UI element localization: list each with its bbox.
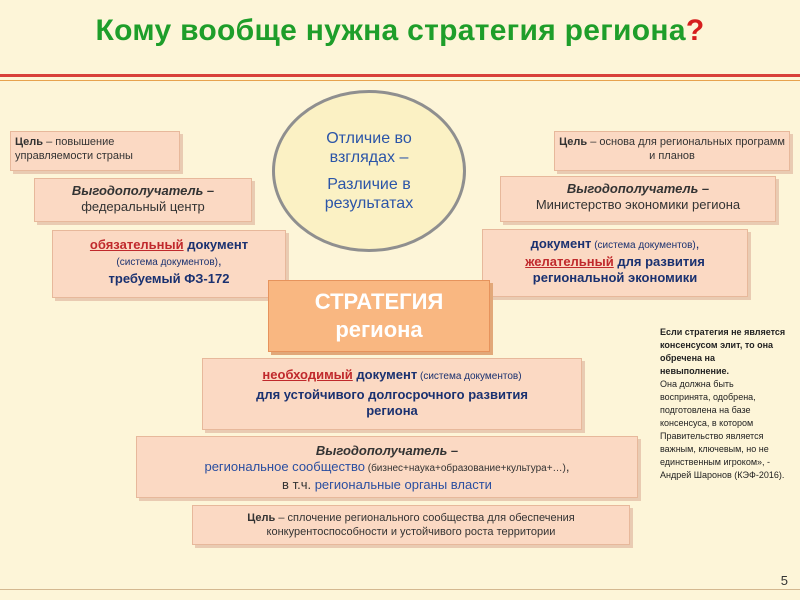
left-document-paren: (система документов) xyxy=(116,257,218,268)
bottom-goal-box xyxy=(192,505,630,545)
bottom-goal-label: Цель xyxy=(247,512,276,524)
left-beneficiary-box xyxy=(34,178,252,222)
right-goal-box xyxy=(554,131,790,171)
right-document-lead: желательный xyxy=(525,254,614,269)
right-document-word: документ xyxy=(530,236,592,251)
community-label: Выгодополучатель – xyxy=(315,443,459,458)
ellipse-line-4: результатах xyxy=(324,195,414,212)
title-divider-thin xyxy=(0,80,800,81)
left-goal-text: – повышение управляемости страны xyxy=(15,136,133,162)
center-document-paren: (система документов) xyxy=(417,371,522,382)
strategy-line-1: СТРАТЕГИЯ xyxy=(314,289,444,314)
left-document-comma: , xyxy=(217,253,222,268)
community-paren: (бизнес+наука+образование+культура+…) xyxy=(364,463,566,474)
page-number: 5 xyxy=(780,573,788,588)
community-blue-2: региональные органы власти xyxy=(311,477,492,492)
left-document-tail: требуемый ФЗ-172 xyxy=(108,271,230,286)
left-goal-box xyxy=(10,131,180,171)
community-beneficiary-box xyxy=(136,436,638,498)
right-document-paren: (система документов) xyxy=(591,240,696,251)
bottom-goal-text: – сплочение регионального сообщества для обеспечения конкурентоспособности и устойчивого роста территории xyxy=(266,512,575,538)
footer-divider xyxy=(0,589,800,590)
left-document-box xyxy=(52,230,286,298)
right-document-box xyxy=(482,229,748,297)
title-text: Кому вообще нужна стратегия региона xyxy=(95,14,686,47)
left-document-word: документ xyxy=(183,237,249,252)
slide-title xyxy=(0,14,800,48)
left-goal-label: Цель xyxy=(15,136,44,148)
quote-note xyxy=(660,326,786,482)
right-document-comma: , xyxy=(695,236,700,251)
strategy-line-2: региона xyxy=(335,317,423,342)
right-beneficiary-label: Выгодополучатель – xyxy=(566,181,710,196)
right-goal-text: – основа для региональных программ и планов xyxy=(587,136,785,162)
left-beneficiary-label: Выгодополучатель – xyxy=(71,183,215,198)
quote-note-bold: Если стратегия не является консенсусом элит, то она обречена на невыполнение. xyxy=(660,327,786,376)
right-beneficiary-box xyxy=(500,176,776,222)
strategy-box xyxy=(268,280,490,352)
title-question-mark: ? xyxy=(685,14,705,47)
community-prefix: в т.ч. xyxy=(282,477,312,492)
left-beneficiary-text: федеральный центр xyxy=(81,199,205,214)
community-blue: региональное сообщество xyxy=(204,459,365,474)
quote-note-text: Она должна быть воспринята, одобрена, подготовлена на базе консенсуса, в котором Правительство является важным, ключевым, но не единственным игроком», - Андрей Шаронов (КЭФ-2016). xyxy=(660,379,785,480)
ellipse-line-1: Отличие во xyxy=(326,130,412,147)
right-goal-label: Цель xyxy=(559,136,588,148)
center-document-lead: необходимый xyxy=(262,367,353,382)
right-document-tail: для развития региональной экономики xyxy=(532,254,705,285)
right-beneficiary-text: Министерство экономики региона xyxy=(535,197,741,212)
center-document-box xyxy=(202,358,582,430)
center-document-tail: для устойчивого долгосрочного развития региона xyxy=(256,387,528,418)
community-comma: , xyxy=(565,459,570,474)
difference-ellipse xyxy=(272,90,466,252)
ellipse-line-3: Различие в xyxy=(327,176,411,193)
center-document-word: документ xyxy=(352,367,418,382)
ellipse-line-2: взглядах – xyxy=(329,149,409,166)
left-document-lead: обязательный xyxy=(89,237,184,252)
title-divider xyxy=(0,74,800,77)
